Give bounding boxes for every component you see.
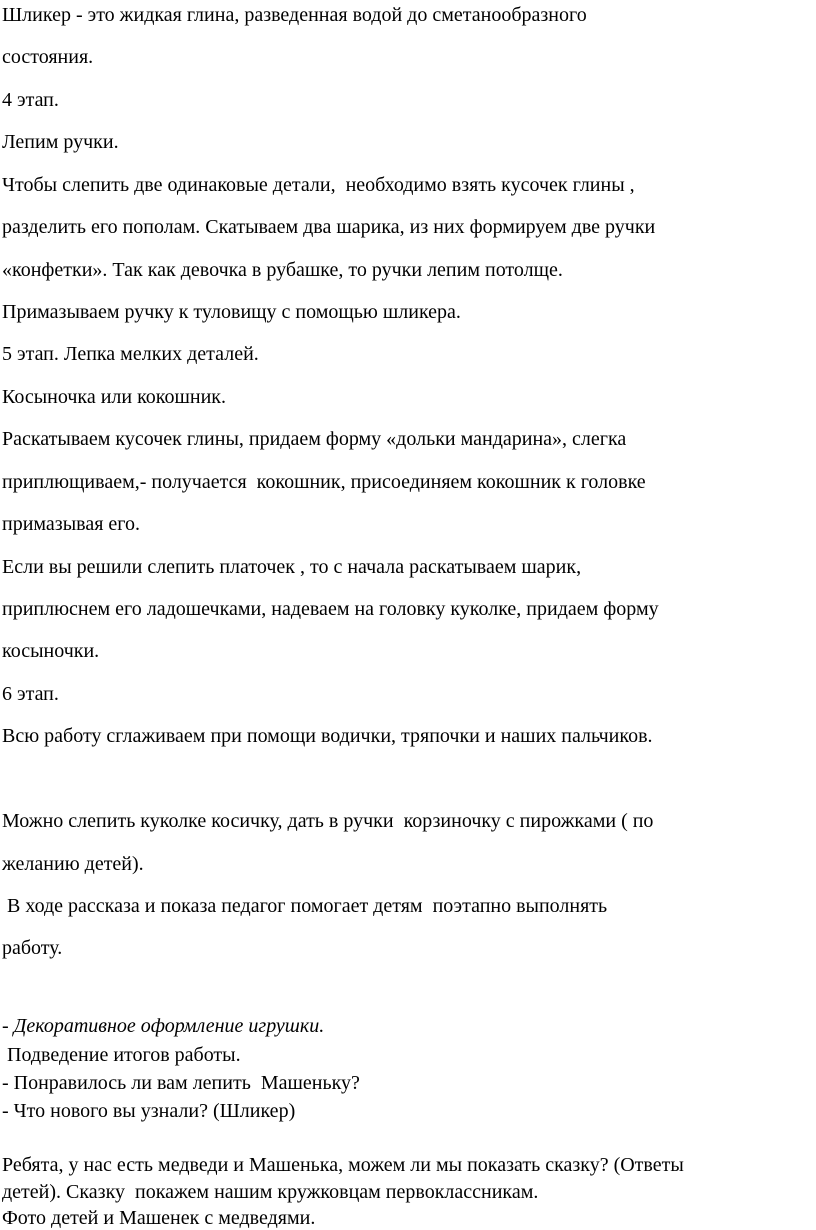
text-line: Если вы решили слепить платочек , то с начала раскатываем шарик, xyxy=(2,556,582,578)
text-line: Косыночка или кокошник. xyxy=(2,386,227,408)
summary-line: - Что нового вы узнали? (Шликер) xyxy=(2,1100,296,1122)
text-line: Примазываем ручку к туловищу с помощью шликера. xyxy=(2,301,461,323)
text-line: примазывая его. xyxy=(2,513,140,535)
decor-heading xyxy=(2,1014,324,1038)
text-line: Чтобы слепить две одинаковые детали, необходимо взять кусочек глины , xyxy=(2,174,635,196)
summary-line: Подведение итогов работы. xyxy=(2,1044,241,1066)
decor-title: Декоративное оформление игрушки. xyxy=(13,1015,325,1037)
stage-heading: 6 этап. xyxy=(2,683,59,705)
text-line: желанию детей). xyxy=(2,853,144,875)
text-line: Всю работу сглаживаем при помощи водички, тряпочки и наших пальчиков. xyxy=(2,725,653,747)
text-line: состояния. xyxy=(2,46,94,68)
text-line: Можно слепить куколке косичку, дать в ручки корзиночку с пирожками ( по xyxy=(2,810,654,832)
stage-heading: 4 этап. xyxy=(2,89,59,111)
closing-line: детей). Сказку покажем нашим кружковцам первоклассникам. xyxy=(2,1181,539,1203)
closing-line: Фото детей и Машенек с медведями. xyxy=(2,1207,316,1229)
text-line: разделить его пополам. Скатываем два шарика, из них формируем две ручки xyxy=(2,216,656,238)
text-line: «конфетки». Так как девочка в рубашке, то ручки лепим потолще. xyxy=(2,259,563,281)
text-line: Лепим ручки. xyxy=(2,131,119,153)
decor-dash: - xyxy=(2,1015,14,1037)
text-line: косыночки. xyxy=(2,640,100,662)
closing-line: Ребята, у нас есть медведи и Машенька, можем ли мы показать сказку? (Ответы xyxy=(2,1154,684,1176)
text-line: приплющиваем,- получается кокошник, присоединяем кокошник к головке xyxy=(2,471,646,493)
text-line: Раскатываем кусочек глины, придаем форму «дольки мандарина», слегка xyxy=(2,428,627,450)
text-line: приплюснем его ладошечками, надеваем на головку куколке, придаем форму xyxy=(2,598,659,620)
text-line: Шликер - это жидкая глина, разведенная водой до сметанообразного xyxy=(2,4,587,26)
summary-line: - Понравилось ли вам лепить Машеньку? xyxy=(2,1072,360,1094)
text-line: работу. xyxy=(2,937,63,959)
stage-heading: 5 этап. Лепка мелких деталей. xyxy=(2,343,259,365)
text-line: В ходе рассказа и показа педагог помогает детям поэтапно выполнять xyxy=(2,895,608,917)
